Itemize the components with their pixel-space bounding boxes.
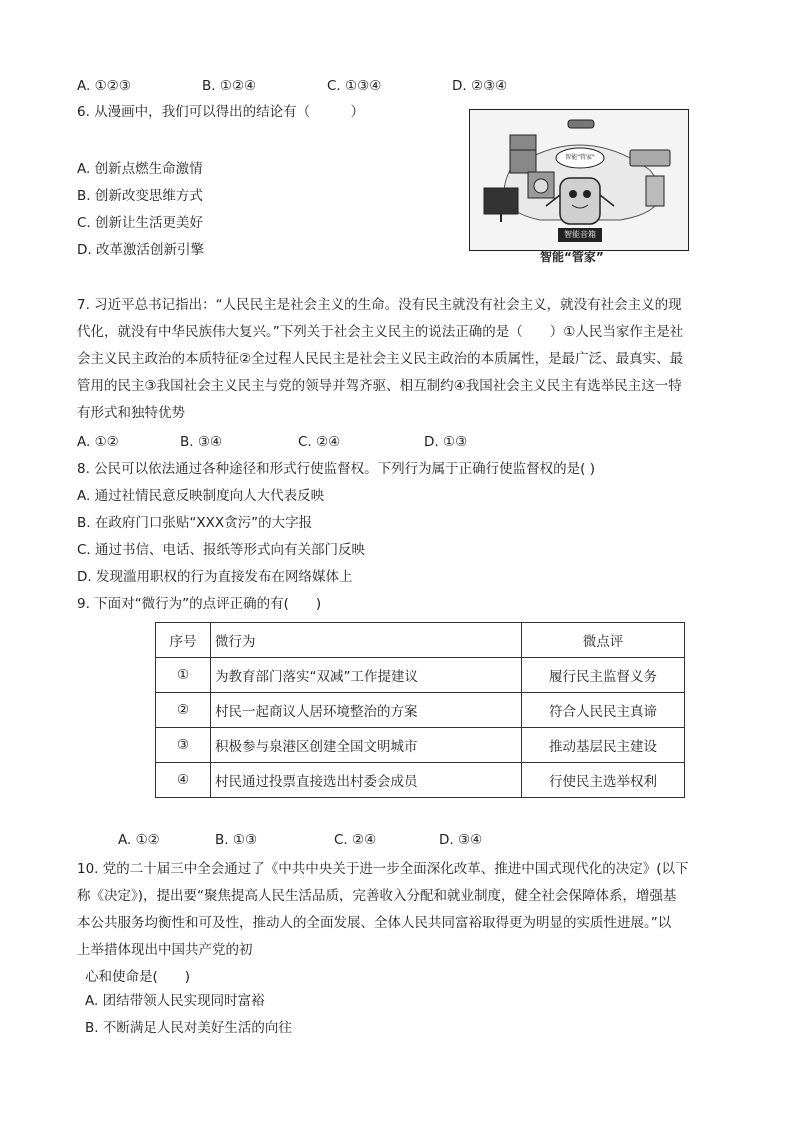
cartoon-robot-label: 智能音箱 [564,230,596,239]
cartoon-bubble-text: 智能"管家" [565,154,595,161]
smart-speaker-icon [560,178,600,224]
row-comment: 符合人民民主真谛 [522,693,685,728]
table-row [156,763,685,798]
q9-option-a[interactable]: A. ①② [118,832,160,848]
row-behavior: 积极参与泉港区创建全国文明城市 [211,728,522,763]
q6-option-c[interactable]: C. 创新让生活更美好 [77,215,204,231]
table-row [156,728,685,763]
q10-line: 10. 党的二十届三中全会通过了《中共中央关于进一步全面深化改革、推进中国式现代化的决定》(以下 [77,861,689,877]
q6-option-a[interactable]: A. 创新点燃生命激情 [77,161,203,177]
q10-option-a[interactable]: A. 团结带领人民实现同时富裕 [85,993,265,1009]
q10-option-b[interactable]: B. 不断满足人民对美好生活的向往 [85,1020,292,1036]
q5-option-a[interactable]: A. ①②③ [77,78,131,94]
q5-option-b[interactable]: B. ①②④ [202,78,257,94]
q8-stem: 8. 公民可以依法通过各种途径和形式行使监督权。下列行为属于正确行使监督权的是( ) [77,461,595,477]
row-behavior: 村民通过投票直接选出村委会成员 [211,763,522,798]
q6-option-d[interactable]: D. 改革激活创新引擎 [77,242,204,258]
q5-options [77,76,507,96]
q7-line: 有形式和独特优势 [77,405,185,421]
q6-stem: 6. 从漫画中，我们可以得出的结论有（ ） [77,104,365,120]
table-row [156,658,685,693]
row-index: ③ [156,728,211,763]
q8-option-a[interactable]: A. 通过社情民意反映制度向人大代表反映 [77,488,325,504]
q10-line: 心和使命是( ) [85,969,191,985]
q7-stem [77,292,717,427]
q9-option-d[interactable]: D. ③④ [439,832,483,848]
row-behavior: 村民一起商议人居环境整治的方案 [211,693,522,728]
q10-stem [77,856,717,991]
q8-option-c[interactable]: C. 通过书信、电话、报纸等形式向有关部门反映 [77,542,366,558]
q9-stem: 9. 下面对“微行为”的点评正确的有( ) [77,596,322,612]
q10-line: 上举措体现出中国共产党的初 [77,942,253,958]
row-index: ② [156,693,211,728]
row-comment: 推动基层民主建设 [522,728,685,763]
q7-line: 7. 习近平总书记指出：“人民民主是社会主义的生命。没有民主就没有社会主义，就没有社会主义的现 [77,297,682,313]
micro-behavior-table [155,622,685,798]
smart-butler-cartoon [469,109,689,251]
row-index: ① [156,658,211,693]
q7-option-c[interactable]: C. ②④ [298,434,341,450]
q6-option-b[interactable]: B. 创新改变思维方式 [77,188,203,204]
q10-line: 本公共服务均衡性和可及性，推动人的全面发展、全体人民共同富裕取得更为明显的实质性进展。”以 [77,915,672,931]
q9-options [118,830,482,850]
row-comment: 行使民主选举权利 [522,763,685,798]
tv-icon [484,188,518,214]
row-behavior: 为教育部门落实“双减”工作提建议 [211,658,522,693]
q7-option-d[interactable]: D. ①③ [424,434,468,450]
q9-option-c[interactable]: C. ②④ [334,832,377,848]
lamp-icon [568,120,594,128]
q7-line: 代化，就没有中华民族伟大复兴。”下列关于社会主义民主的说法正确的是（ ）①人民当家作主是社 [77,324,684,340]
q7-option-b[interactable]: B. ③④ [180,434,223,450]
header-index: 序号 [156,623,211,658]
heater-icon [646,176,664,206]
row-index: ④ [156,763,211,798]
q7-line: 管用的民主③我国社会主义民主与党的领导并驾齐驱、相互制约④我国社会主义民主有选举民主这一特 [77,378,682,394]
fridge-icon [510,135,536,173]
row-comment: 履行民主监督义务 [522,658,685,693]
q8-option-d[interactable]: D. 发现滥用职权的行为直接发布在网络媒体上 [77,569,353,585]
q5-option-c[interactable]: C. ①③④ [327,78,382,94]
air-conditioner-icon [630,150,670,166]
header-behavior: 微行为 [211,623,522,658]
q7-line: 会主义民主政治的本质特征②全过程人民民主是社会主义民主政治的本质属性，是最广泛、最真实、最 [77,351,684,367]
q5-option-d[interactable]: D. ②③④ [452,78,508,94]
q7-option-a[interactable]: A. ①② [77,434,119,450]
table-row [156,693,685,728]
cartoon-caption: 智能“管家” [540,250,604,264]
q10-line: 称《决定》)，提出要“聚焦提高人民生活品质，完善收入分配和就业制度，健全社会保障体系，增强基 [77,888,677,904]
table-header-row [156,623,685,658]
q8-option-b[interactable]: B. 在政府门口张贴“XXX贪污”的大字报 [77,515,313,531]
header-comment: 微点评 [522,623,685,658]
q7-options [77,432,467,452]
q9-option-b[interactable]: B. ①③ [215,832,258,848]
